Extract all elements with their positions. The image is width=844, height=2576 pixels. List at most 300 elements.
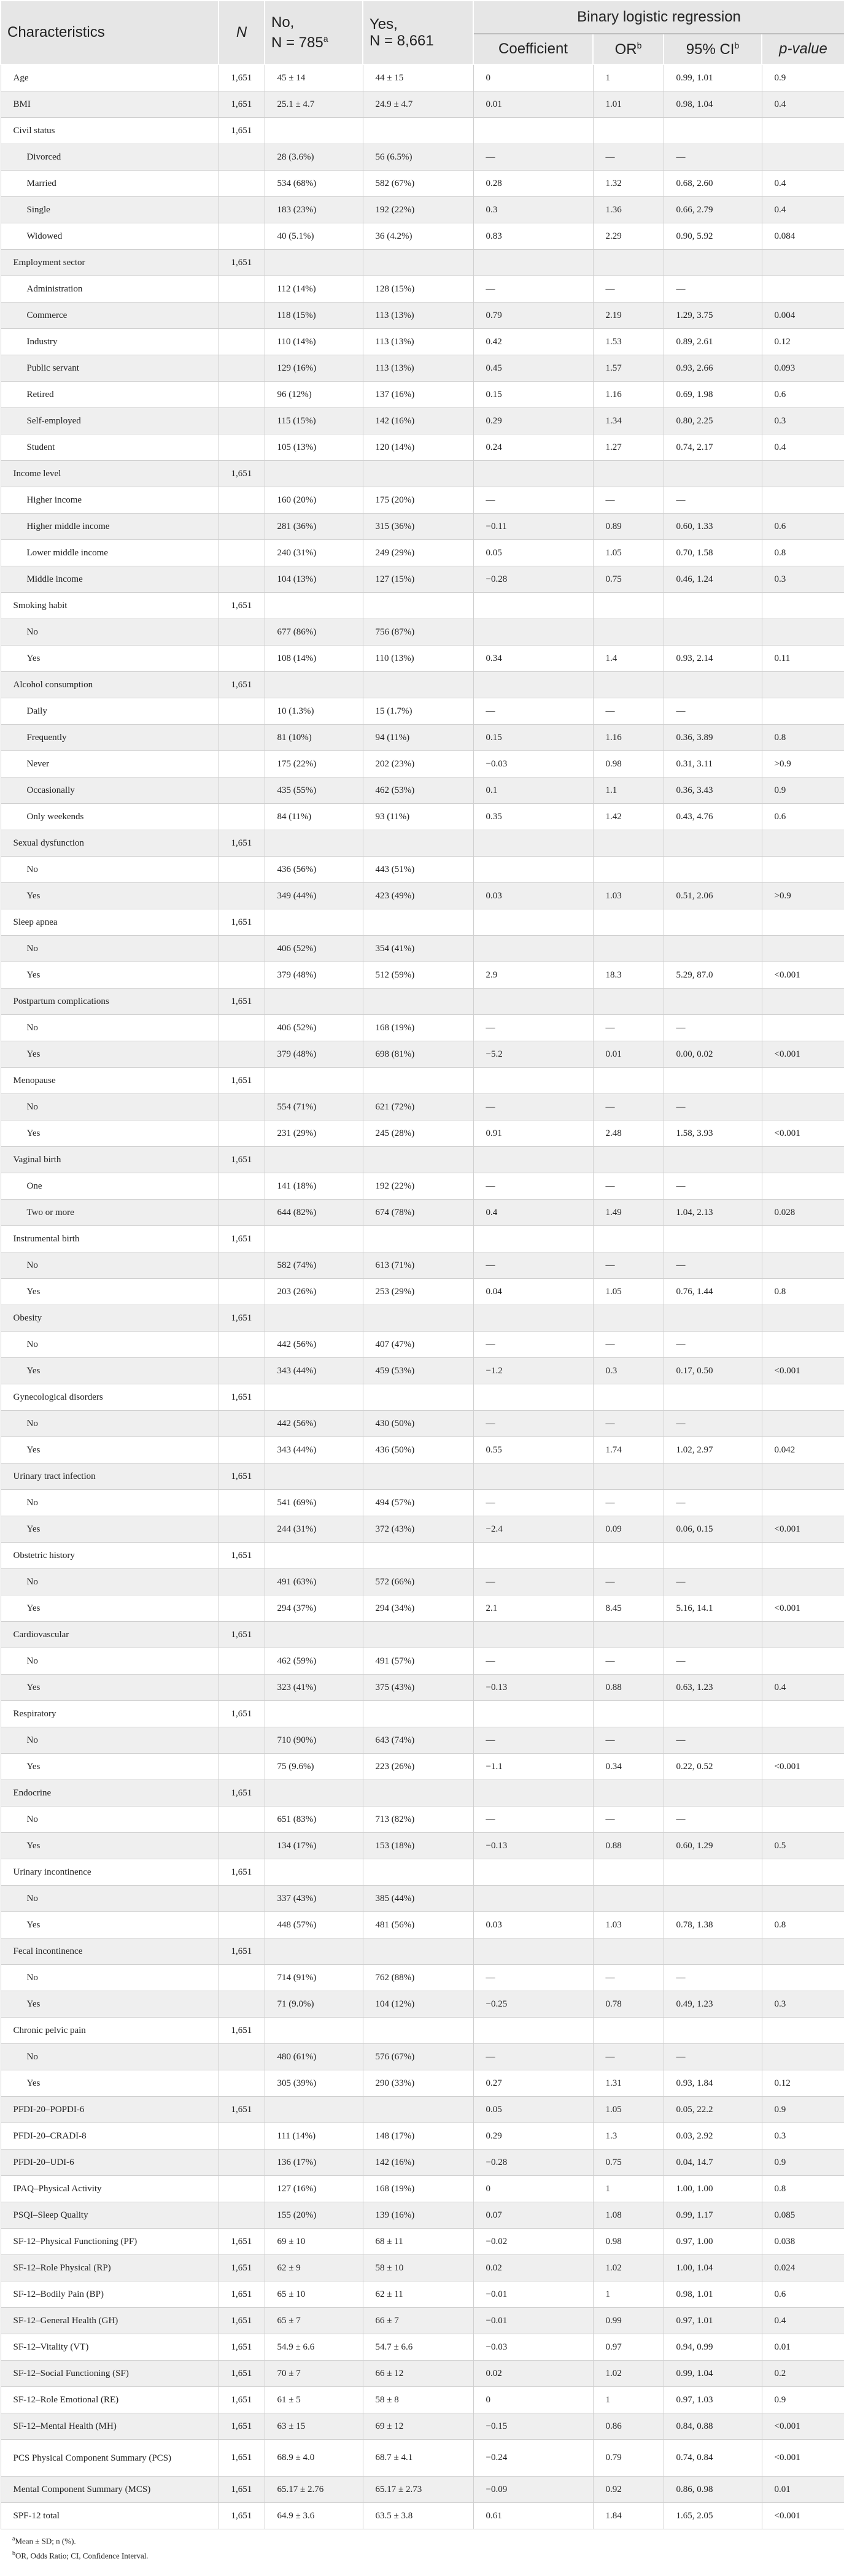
cell-ci: 0.80, 2.25 — [664, 408, 762, 434]
cell-ci: 0.49, 1.23 — [664, 1991, 762, 2018]
cell-n: 1,651 — [219, 2361, 265, 2387]
cell-ci: — — [664, 1569, 762, 1595]
table-header — [1, 1, 844, 64]
cell-or: 1.02 — [593, 2255, 664, 2281]
cell-coefficient — [473, 1701, 593, 1727]
table-row — [1, 2503, 844, 2529]
cell-pvalue — [762, 1015, 844, 1041]
cell-or: 1.02 — [593, 2361, 664, 2387]
cell-characteristic: SF-12–Vitality (VT) — [1, 2334, 219, 2361]
cell-coefficient: — — [473, 1490, 593, 1516]
cell-or: 0.78 — [593, 1991, 664, 2018]
cell-pvalue — [762, 1147, 844, 1173]
cell-pvalue: 0.8 — [762, 540, 844, 566]
cell-no: 61 ± 5 — [265, 2387, 363, 2413]
cell-yes — [363, 1701, 473, 1727]
cell-no: 115 (15%) — [265, 408, 363, 434]
cell-or: 1 — [593, 2281, 664, 2308]
cell-ci — [664, 936, 762, 962]
cell-or: — — [593, 2044, 664, 2070]
cell-or: 0.89 — [593, 514, 664, 540]
cell-or — [593, 830, 664, 857]
table-row — [1, 646, 844, 672]
table-row — [1, 2281, 844, 2308]
cell-or — [593, 1886, 664, 1912]
cell-characteristic: Married — [1, 171, 219, 197]
cell-coefficient: −0.03 — [473, 751, 593, 777]
cell-or: 1 — [593, 2176, 664, 2202]
cell-ci — [664, 118, 762, 144]
cell-coefficient: — — [473, 1727, 593, 1754]
cell-no: 110 (14%) — [265, 329, 363, 355]
cell-yes: 462 (53%) — [363, 777, 473, 804]
cell-coefficient — [473, 2018, 593, 2044]
cell-yes: 24.9 ± 4.7 — [363, 91, 473, 118]
cell-n: 1,651 — [219, 989, 265, 1015]
cell-no: 104 (13%) — [265, 566, 363, 593]
cell-coefficient — [473, 1226, 593, 1252]
table-row-group — [1, 1068, 844, 1094]
cell-yes: 113 (13%) — [363, 355, 473, 382]
cell-ci — [664, 1622, 762, 1648]
table-row — [1, 2150, 844, 2176]
cell-coefficient — [473, 593, 593, 619]
cell-pvalue — [762, 2018, 844, 2044]
cell-pvalue: 0.9 — [762, 777, 844, 804]
cell-n: 1,651 — [219, 1226, 265, 1252]
cell-or: 1.34 — [593, 408, 664, 434]
cell-coefficient: — — [473, 1411, 593, 1437]
cell-coefficient: −0.01 — [473, 2308, 593, 2334]
cell-yes: 62 ± 11 — [363, 2281, 473, 2308]
cell-pvalue: 0.024 — [762, 2255, 844, 2281]
cell-ci: 0.46, 1.24 — [664, 566, 762, 593]
cell-yes: 54.7 ± 6.6 — [363, 2334, 473, 2361]
cell-or — [593, 936, 664, 962]
cell-or: 1.49 — [593, 1200, 664, 1226]
cell-pvalue: <0.001 — [762, 1041, 844, 1068]
cell-pvalue — [762, 118, 844, 144]
cell-pvalue: 0.11 — [762, 646, 844, 672]
cell-coefficient: 0 — [473, 64, 593, 91]
cell-n: 1,651 — [219, 672, 265, 698]
cell-no: 69 ± 10 — [265, 2229, 363, 2255]
cell-characteristic: No — [1, 1094, 219, 1120]
cell-characteristic: Yes — [1, 1279, 219, 1305]
cell-coefficient — [473, 118, 593, 144]
cell-or: 0.88 — [593, 1675, 664, 1701]
cell-coefficient: 0.61 — [473, 2503, 593, 2529]
cell-yes: 245 (28%) — [363, 1120, 473, 1147]
cell-n: 1,651 — [219, 593, 265, 619]
cell-coefficient — [473, 1384, 593, 1411]
cell-n — [219, 1279, 265, 1305]
cell-n — [219, 1041, 265, 1068]
cell-yes — [363, 2097, 473, 2123]
cell-pvalue: <0.001 — [762, 2503, 844, 2529]
footnote-b-text: OR, Odds Ratio; CI, Confidence Interval. — [15, 2551, 149, 2561]
cell-no: 45 ± 14 — [265, 64, 363, 91]
cell-or: 1.74 — [593, 1437, 664, 1463]
cell-pvalue: 0.004 — [762, 303, 844, 329]
cell-yes: 168 (19%) — [363, 2176, 473, 2202]
table-row — [1, 2097, 844, 2123]
cell-n — [219, 1358, 265, 1384]
cell-n — [219, 1912, 265, 1938]
cell-ci: — — [664, 144, 762, 171]
cell-characteristic: No — [1, 936, 219, 962]
cell-or: 8.45 — [593, 1595, 664, 1622]
cell-characteristic: Administration — [1, 276, 219, 303]
cell-n — [219, 2070, 265, 2097]
cell-n — [219, 962, 265, 989]
cell-n: 1,651 — [219, 2308, 265, 2334]
cell-n — [219, 2202, 265, 2229]
cell-coefficient — [473, 1068, 593, 1094]
cell-characteristic: No — [1, 1886, 219, 1912]
cell-coefficient: — — [473, 1965, 593, 1991]
header-no-group — [265, 1, 363, 64]
cell-coefficient: 0.29 — [473, 2123, 593, 2150]
cell-coefficient: — — [473, 1648, 593, 1675]
cell-pvalue: 0.4 — [762, 171, 844, 197]
cell-characteristic: Single — [1, 197, 219, 223]
cell-or: 1.1 — [593, 777, 664, 804]
cell-characteristic: Widowed — [1, 223, 219, 250]
cell-pvalue: <0.001 — [762, 1595, 844, 1622]
cell-pvalue — [762, 1727, 844, 1754]
cell-n — [219, 355, 265, 382]
cell-n — [219, 1833, 265, 1859]
cell-yes: 223 (26%) — [363, 1754, 473, 1780]
cell-n: 1,651 — [219, 830, 265, 857]
cell-coefficient: — — [473, 1252, 593, 1279]
cell-characteristic: Sleep apnea — [1, 909, 219, 936]
cell-yes: 674 (78%) — [363, 1200, 473, 1226]
cell-or: 0.09 — [593, 1516, 664, 1543]
cell-yes: 113 (13%) — [363, 329, 473, 355]
cell-no: 112 (14%) — [265, 276, 363, 303]
cell-coefficient — [473, 461, 593, 487]
table-row — [1, 2361, 844, 2387]
cell-yes — [363, 1859, 473, 1886]
cell-no — [265, 593, 363, 619]
table-row — [1, 1490, 844, 1516]
table-row — [1, 1200, 844, 1226]
cell-ci: 0.60, 1.33 — [664, 514, 762, 540]
cell-pvalue: 0.2 — [762, 2361, 844, 2387]
cell-ci: 0.99, 1.04 — [664, 2361, 762, 2387]
table-row-group — [1, 593, 844, 619]
cell-pvalue: 0.042 — [762, 1437, 844, 1463]
cell-no: 442 (56%) — [265, 1332, 363, 1358]
cell-characteristic: Yes — [1, 1358, 219, 1384]
cell-pvalue — [762, 1094, 844, 1120]
cell-ci: 0.05, 22.2 — [664, 2097, 762, 2123]
cell-no: 175 (22%) — [265, 751, 363, 777]
cell-characteristic: SF-12–General Health (GH) — [1, 2308, 219, 2334]
cell-n — [219, 777, 265, 804]
cell-coefficient: 0.15 — [473, 382, 593, 408]
cell-no: 343 (44%) — [265, 1358, 363, 1384]
table-row — [1, 1279, 844, 1305]
cell-yes — [363, 1384, 473, 1411]
cell-yes: 113 (13%) — [363, 303, 473, 329]
table-row — [1, 1358, 844, 1384]
cell-characteristic: Yes — [1, 1833, 219, 1859]
cell-ci — [664, 1938, 762, 1965]
cell-coefficient — [473, 857, 593, 883]
cell-ci — [664, 857, 762, 883]
cell-or: 1.4 — [593, 646, 664, 672]
cell-n: 1,651 — [219, 118, 265, 144]
cell-or: — — [593, 1252, 664, 1279]
cell-or: — — [593, 1015, 664, 1041]
cell-or: — — [593, 1807, 664, 1833]
cell-no — [265, 1780, 363, 1807]
cell-coefficient: −0.28 — [473, 566, 593, 593]
cell-pvalue — [762, 593, 844, 619]
header-no-line2: N = 785 — [271, 34, 323, 51]
cell-or: 0.97 — [593, 2334, 664, 2361]
cell-yes: 354 (41%) — [363, 936, 473, 962]
cell-yes — [363, 1226, 473, 1252]
cell-characteristic: No — [1, 1807, 219, 1833]
cell-pvalue: <0.001 — [762, 2413, 844, 2440]
cell-pvalue — [762, 1780, 844, 1807]
cell-n — [219, 566, 265, 593]
cell-or: — — [593, 276, 664, 303]
table-row-group — [1, 1859, 844, 1886]
cell-pvalue: 0.8 — [762, 725, 844, 751]
cell-coefficient: 0.79 — [473, 303, 593, 329]
cell-n: 1,651 — [219, 2255, 265, 2281]
cell-or: 0.98 — [593, 2229, 664, 2255]
cell-n — [219, 1727, 265, 1754]
cell-pvalue — [762, 1305, 844, 1332]
cell-ci: 0.60, 1.29 — [664, 1833, 762, 1859]
cell-ci: 1.04, 2.13 — [664, 1200, 762, 1226]
table-row — [1, 514, 844, 540]
cell-no: 240 (31%) — [265, 540, 363, 566]
cell-no: 96 (12%) — [265, 382, 363, 408]
cell-coefficient: −0.25 — [473, 1991, 593, 2018]
cell-pvalue — [762, 1648, 844, 1675]
cell-n — [219, 329, 265, 355]
cell-ci: — — [664, 1015, 762, 1041]
cell-ci: — — [664, 1094, 762, 1120]
table-row — [1, 2202, 844, 2229]
cell-coefficient: −1.1 — [473, 1754, 593, 1780]
cell-pvalue: >0.9 — [762, 751, 844, 777]
cell-pvalue — [762, 276, 844, 303]
cell-characteristic: Yes — [1, 962, 219, 989]
cell-coefficient — [473, 1780, 593, 1807]
cell-n: 1,651 — [219, 1859, 265, 1886]
table-row-group — [1, 1305, 844, 1332]
cell-no: 337 (43%) — [265, 1886, 363, 1912]
cell-ci: 0.93, 2.66 — [664, 355, 762, 382]
cell-no: 141 (18%) — [265, 1173, 363, 1200]
cell-characteristic: SF-12–Role Emotional (RE) — [1, 2387, 219, 2413]
cell-ci — [664, 672, 762, 698]
header-yes-line1: Yes, — [370, 16, 398, 33]
cell-no: 203 (26%) — [265, 1279, 363, 1305]
table-row — [1, 1252, 844, 1279]
cell-n — [219, 408, 265, 434]
cell-n — [219, 1965, 265, 1991]
cell-yes: 69 ± 12 — [363, 2413, 473, 2440]
cell-yes: 68.7 ± 4.1 — [363, 2440, 473, 2477]
cell-or — [593, 1859, 664, 1886]
cell-ci: 0.98, 1.01 — [664, 2281, 762, 2308]
cell-ci: 5.16, 14.1 — [664, 1595, 762, 1622]
cell-pvalue — [762, 1807, 844, 1833]
table-row — [1, 540, 844, 566]
header-or-label: OR — [614, 40, 637, 58]
cell-yes: 491 (57%) — [363, 1648, 473, 1675]
cell-no — [265, 1543, 363, 1569]
cell-n: 1,651 — [219, 2334, 265, 2361]
cell-ci — [664, 989, 762, 1015]
cell-yes: 36 (4.2%) — [363, 223, 473, 250]
cell-n — [219, 1648, 265, 1675]
cell-no: 379 (48%) — [265, 962, 363, 989]
cell-yes: 44 ± 15 — [363, 64, 473, 91]
table-row — [1, 64, 844, 91]
cell-pvalue — [762, 857, 844, 883]
cell-yes: 93 (11%) — [363, 804, 473, 830]
cell-no — [265, 989, 363, 1015]
cell-no: 54.9 ± 6.6 — [265, 2334, 363, 2361]
cell-n — [219, 144, 265, 171]
cell-or: 1.57 — [593, 355, 664, 382]
cell-n — [219, 857, 265, 883]
cell-coefficient: 0.24 — [473, 434, 593, 461]
cell-coefficient — [473, 909, 593, 936]
cell-ci: 0.00, 0.02 — [664, 1041, 762, 1068]
cell-pvalue: 0.6 — [762, 2281, 844, 2308]
table-row — [1, 936, 844, 962]
cell-no: 65 ± 10 — [265, 2281, 363, 2308]
cell-ci — [664, 1859, 762, 1886]
cell-yes — [363, 1938, 473, 1965]
cell-n: 1,651 — [219, 461, 265, 487]
cell-or: 2.48 — [593, 1120, 664, 1147]
cell-n — [219, 223, 265, 250]
header-yes-group — [363, 1, 473, 64]
cell-yes — [363, 1622, 473, 1648]
cell-characteristic: Yes — [1, 883, 219, 909]
cell-or — [593, 1463, 664, 1490]
cell-yes: 436 (50%) — [363, 1437, 473, 1463]
cell-characteristic: Sexual dysfunction — [1, 830, 219, 857]
cell-yes: 94 (11%) — [363, 725, 473, 751]
cell-n — [219, 1173, 265, 1200]
table-row — [1, 2413, 844, 2440]
cell-pvalue — [762, 1411, 844, 1437]
cell-coefficient — [473, 1622, 593, 1648]
cell-pvalue — [762, 250, 844, 276]
cell-yes — [363, 909, 473, 936]
cell-ci — [664, 909, 762, 936]
table-row — [1, 303, 844, 329]
table-row — [1, 434, 844, 461]
cell-coefficient: −2.4 — [473, 1516, 593, 1543]
cell-no: 63 ± 15 — [265, 2413, 363, 2440]
cell-no: 534 (68%) — [265, 171, 363, 197]
cell-characteristic: Yes — [1, 2070, 219, 2097]
cell-or — [593, 857, 664, 883]
cell-or: 1.03 — [593, 883, 664, 909]
cell-coefficient: −1.2 — [473, 1358, 593, 1384]
cell-pvalue: 0.5 — [762, 1833, 844, 1859]
cell-characteristic: IPAQ–Physical Activity — [1, 2176, 219, 2202]
cell-n — [219, 1807, 265, 1833]
cell-yes: 459 (53%) — [363, 1358, 473, 1384]
cell-ci: 0.97, 1.00 — [664, 2229, 762, 2255]
cell-yes: 621 (72%) — [363, 1094, 473, 1120]
cell-no — [265, 1701, 363, 1727]
table-row — [1, 408, 844, 434]
cell-characteristic: Two or more — [1, 1200, 219, 1226]
cell-or: 1 — [593, 2387, 664, 2413]
cell-no: 129 (16%) — [265, 355, 363, 382]
cell-pvalue: 0.6 — [762, 382, 844, 408]
cell-characteristic: PFDI-20–UDI-6 — [1, 2150, 219, 2176]
cell-pvalue — [762, 487, 844, 514]
cell-ci: 0.94, 0.99 — [664, 2334, 762, 2361]
table-row-group — [1, 672, 844, 698]
cell-no — [265, 909, 363, 936]
cell-characteristic: Fecal incontinence — [1, 1938, 219, 1965]
cell-pvalue — [762, 1490, 844, 1516]
cell-yes — [363, 2018, 473, 2044]
cell-coefficient: −0.02 — [473, 2229, 593, 2255]
cell-characteristic: Obesity — [1, 1305, 219, 1332]
cell-no — [265, 1463, 363, 1490]
table-row — [1, 355, 844, 382]
cell-yes: 104 (12%) — [363, 1991, 473, 2018]
cell-yes: 643 (74%) — [363, 1727, 473, 1754]
cell-coefficient: — — [473, 276, 593, 303]
cell-coefficient: −0.03 — [473, 2334, 593, 2361]
cell-characteristic: Respiratory — [1, 1701, 219, 1727]
cell-pvalue: <0.001 — [762, 2440, 844, 2477]
cell-characteristic: Income level — [1, 461, 219, 487]
cell-coefficient — [473, 619, 593, 646]
cell-or: — — [593, 144, 664, 171]
cell-yes: 66 ± 7 — [363, 2308, 473, 2334]
cell-pvalue: <0.001 — [762, 1120, 844, 1147]
cell-ci — [664, 1543, 762, 1569]
cell-n — [219, 751, 265, 777]
header-n: N — [219, 1, 265, 64]
cell-yes: 423 (49%) — [363, 883, 473, 909]
cell-ci: 0.74, 2.17 — [664, 434, 762, 461]
cell-ci — [664, 830, 762, 857]
table-row — [1, 804, 844, 830]
table-row — [1, 1912, 844, 1938]
cell-coefficient: 0.05 — [473, 540, 593, 566]
cell-n: 1,651 — [219, 2477, 265, 2503]
cell-or: 1.36 — [593, 197, 664, 223]
cell-yes — [363, 830, 473, 857]
cell-yes: 762 (88%) — [363, 1965, 473, 1991]
cell-characteristic: Public servant — [1, 355, 219, 382]
header-binary-logistic-regression: Binary logistic regression — [473, 1, 844, 34]
cell-coefficient: 0.1 — [473, 777, 593, 804]
